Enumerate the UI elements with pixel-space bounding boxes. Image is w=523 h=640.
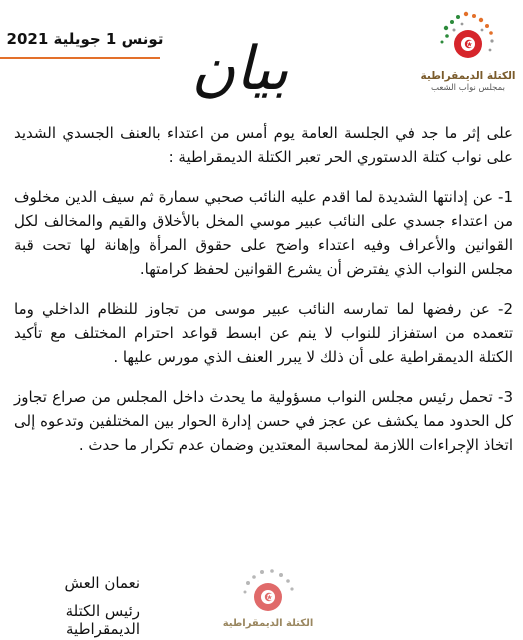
logo-name: الكتلة الديمقراطية <box>420 70 516 82</box>
tunisia-flag-icon <box>240 567 296 617</box>
bloc-logo <box>419 8 517 102</box>
date-underline <box>0 57 160 59</box>
signatory-name: نعمان العش <box>64 574 140 592</box>
logo-subtitle: بمجلس نواب الشعب <box>431 83 505 93</box>
stamp-label: الكتلة الديمقراطية <box>222 618 314 629</box>
statement-body <box>14 121 513 473</box>
page-title: بيان <box>191 34 289 104</box>
point-1-paragraph: 1- عن إدانتها الشديدة لما اقدم عليه النائب صحبي سمارة ثم سيف الدين مخلوف من اعتداء جسدي على النائب عبير موسي المخل بالأخلاق والقيم والمخالف لكل القوانين والأعراف وفيه اعتداء واضح على حقوق المرأة وإهانة لها تحت قبة مجلس النواب الذي يفترض أن يشرع القوانين لحفظ كرامتها. <box>14 188 513 278</box>
point-2-paragraph: 2- عن رفضها لما تمارسه النائب عبير موسى من تجاوز للنظام الداخلي وما تتعمده من استفزاز للنواب لا ينم عن ابسط قواعد احترام المختلف مع تأكيد الكتلة الديمقراطية على أن ذلك لا يبرر العنف الذي مورس عليها . <box>14 300 513 366</box>
bloc-logo-icon <box>438 8 498 70</box>
intro-paragraph: على إثر ما جد في الجلسة العامة يوم أمس من اعتداء بالعنف الجسدي الشديد على نواب كتلة الدستوري الحر تعبر الكتلة الديمقراطية : <box>14 124 513 166</box>
bloc-stamp <box>218 567 318 630</box>
point-3-paragraph: 3- تحمل رئيس مجلس النواب مسؤولية ما يحدث داخل المجلس من صراع تجاوز كل الحدود مما يكشف عن عجز في حسن إدارة الحوار بين المختلفين وتدعوه إلى اتخاذ الإجراءات اللازمة لمحاسبة المعتدين وضمان عدم تكرار ما حدث . <box>14 388 513 454</box>
date-line: تونس 1 جويلية 2021 <box>6 30 164 48</box>
signatory-role: رئيس الكتلة الديمقراطية <box>65 602 140 638</box>
